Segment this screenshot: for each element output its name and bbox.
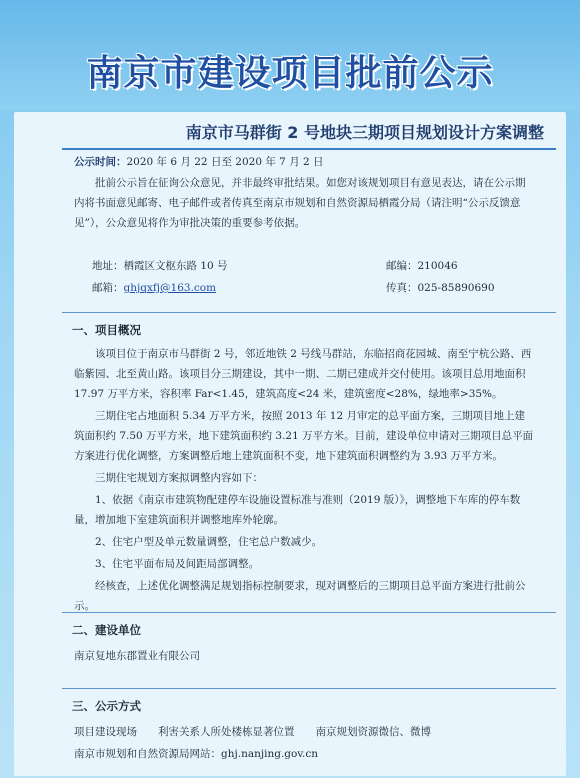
address	[92, 256, 228, 277]
address-label: 地址：	[92, 260, 124, 272]
divider	[62, 148, 556, 150]
adjustment-item: 3、住宅平面布局及间距局部调整。	[95, 558, 260, 570]
header-banner	[0, 0, 580, 110]
fax-label: 传真：	[386, 282, 418, 294]
email-link[interactable]: ghjqxfj@163.com	[123, 282, 217, 294]
fax-value: 025-85890690	[417, 282, 495, 294]
developer-name: 南京复地东郡置业有限公司	[74, 650, 200, 662]
overview-conclusion: 经核查，上述优化调整满足规划指标控制要求，现对调整后的三期项目总平面方案进行批前公示。	[74, 580, 526, 612]
time-value: 2020 年 6 月 22 日至 2020 年 7 月 2 日	[126, 156, 324, 168]
email-label: 邮箱：	[92, 282, 124, 294]
publicity-website: 南京市规划和自然资源局网站：ghj.nanjing.gov.cn	[74, 748, 319, 760]
overview-paragraph: 该项目位于南京市马群街 2 号，邻近地铁 2 号线马群站，东临招商花园城、南至宁杭公路、西临紫园、北至黄山路。该项目分三期建设，其中一期、二期已建成并交付使用。该项目总用地面积 17.97 万平方米，容积率 Far<1.45，建筑高度<24 米，建筑密度<28%，绿地率>35%。	[74, 348, 532, 400]
overview-paragraph: 三期住宅规划方案拟调整内容如下：	[95, 472, 263, 484]
page-title: 南京市建设项目批前公示	[86, 53, 494, 94]
address-value: 栖霞区文枢东路 10 号	[123, 260, 228, 272]
overview-paragraph: 三期住宅占地面积 5.34 万平方米，按照 2013 年 12 月审定的总平面方案，三期项目地上建筑面积约 7.50 万平方米，地下建筑面积约 3.21 万平方米。目前，建设单位申请对三期项目总平面方案进行优化调整，方案调整后地上建筑面积不变，地下建筑面积调整约为 3.93 万平方米。	[74, 410, 534, 462]
divider	[62, 612, 556, 613]
fax	[386, 278, 495, 299]
notice-time	[74, 152, 324, 173]
section-title-publicity: 三、公示方式	[72, 699, 141, 713]
section-title-developer: 二、建设单位	[72, 623, 141, 637]
divider	[62, 688, 556, 689]
email	[92, 278, 216, 299]
postcode-label: 邮编：	[386, 260, 418, 272]
divider	[62, 312, 556, 313]
adjustment-item: 1、依据《南京市建筑物配建停车设施设置标准与准则（2019 版）》，调整地下车库的停车数量，增加地下室建筑面积并调整地库外轮廓。	[74, 494, 521, 526]
publicity-channels: 项目建设现场 利害关系人所处楼栋显著位置 南京规划资源微信、微博	[74, 726, 431, 738]
postcode-value: 210046	[417, 260, 458, 272]
postcode	[386, 256, 458, 277]
time-label: 公示时间：	[74, 156, 127, 168]
notice-intro: 批前公示旨在征询公众意见，并非最终审批结果。如您对该规划项目有意见表达，请在公示期内将书面意见邮寄、电子邮件或者传真至南京市规划和自然资源局栖霞分局（请注明“公示反馈意见”），公众意见将作为审批决策的重要参考依据。	[74, 177, 526, 229]
project-subtitle: 南京市马群街 2 号地块三期项目规划设计方案调整	[185, 123, 544, 142]
notice-card	[14, 112, 566, 776]
section-title-overview: 一、项目概况	[72, 323, 141, 337]
adjustment-item: 2、住宅户型及单元数量调整，住宅总户数减少。	[95, 536, 323, 548]
